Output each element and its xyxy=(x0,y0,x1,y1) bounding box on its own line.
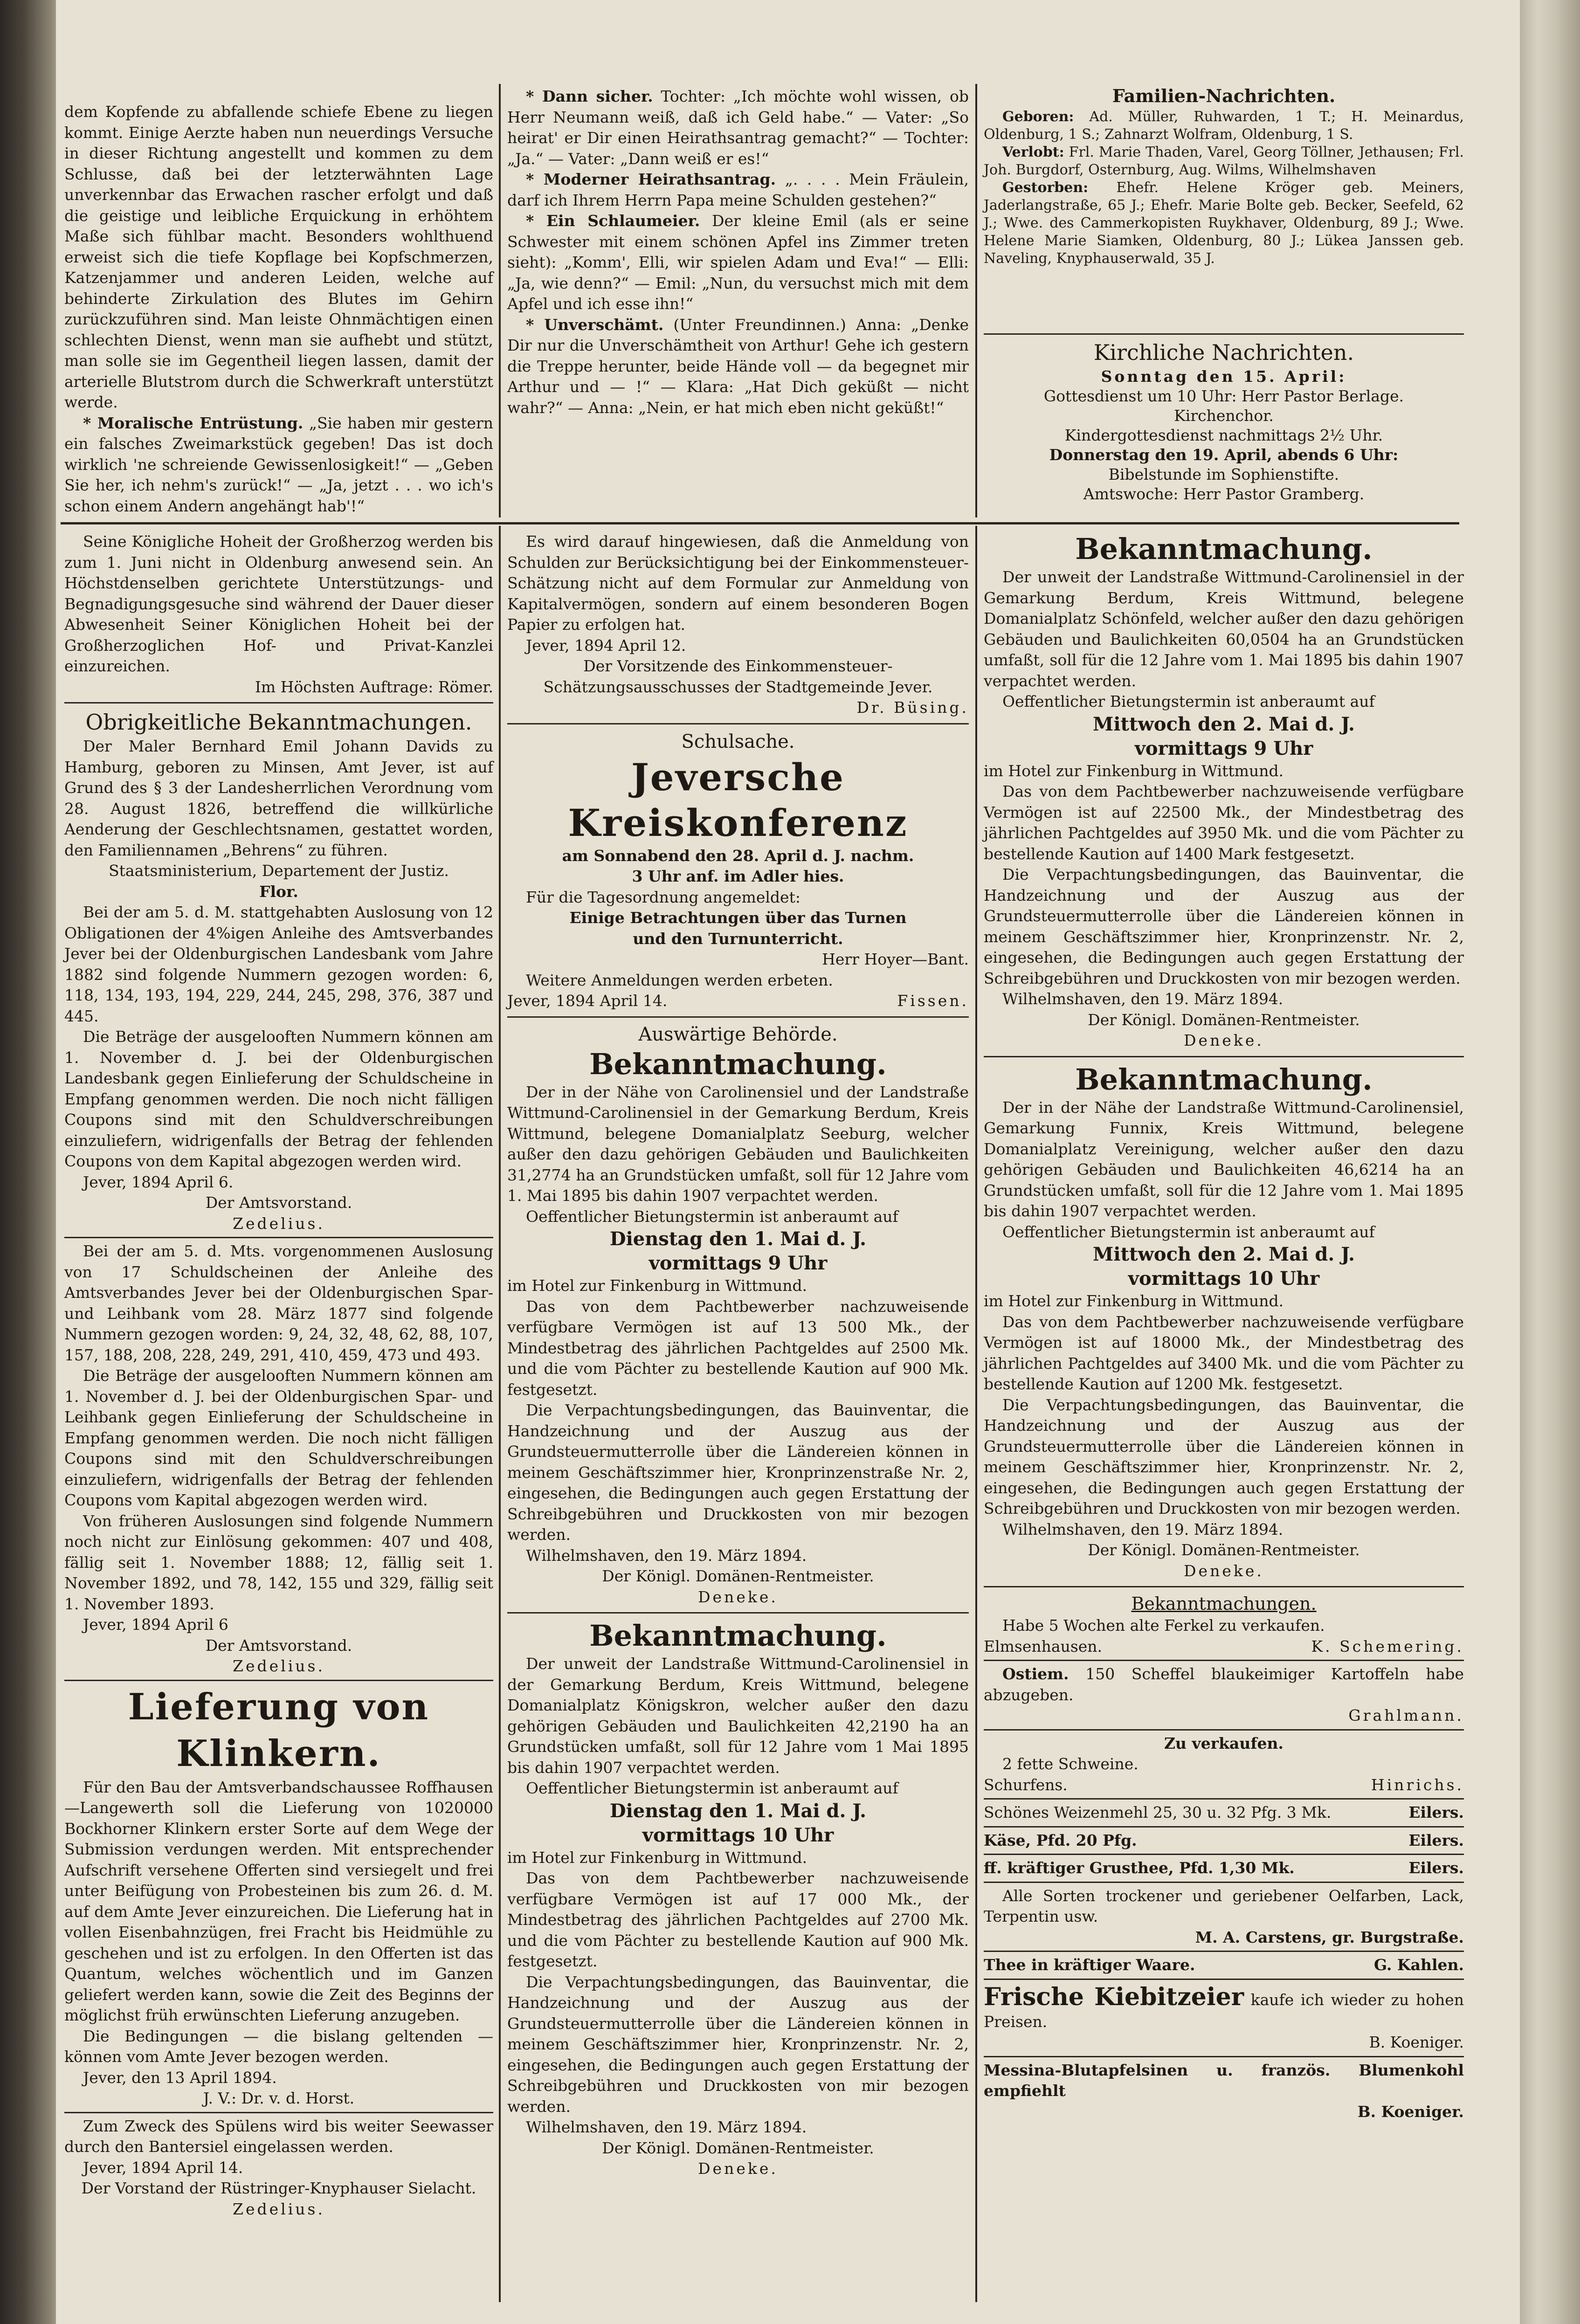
divider xyxy=(507,1016,969,1018)
ad-name: G. Kahlen. xyxy=(1373,1956,1464,1974)
tax-date: Jever, 1894 April 12. xyxy=(526,636,686,655)
engaged-label: Verlobt: xyxy=(1002,144,1064,160)
auction-date: Mittwoch den 2. Mai d. J. xyxy=(1093,713,1355,735)
ad-name: Eilers. xyxy=(1408,1859,1464,1877)
church-date: Sonntag den 15. April: xyxy=(1101,367,1347,386)
divider xyxy=(984,1882,1464,1883)
column-1 xyxy=(64,531,493,2220)
announcement-title: Bekanntmachung. xyxy=(1075,532,1373,566)
church-news-title: Kirchliche Nachrichten. xyxy=(1093,340,1354,365)
anecdote-text: (Unter Freundinnen.) Anna: „Denke Dir nur die Unverschämtheit von Arthur! Gehe ich gestern die Treppe herunter, beide Hände voll — da begegnet mir Arthur und — !“ — Klara: „Hat Dich geküßt — nicht wahr?“ — Anna: „Nein, er hat mich eben nicht geküßt!“ xyxy=(507,315,969,417)
divider xyxy=(984,1660,1464,1661)
lottery-notice-2: Bei der am 5. d. Mts. vorgenommenen Auslosung von 17 Schuldscheinen der Anleihe des Amtsverbandes Jever bei der Oldenburgischen Spar- und Leihbank vom 28. März 1877 sind folgende Nummern gezogen worden: 9, 24, 32, 48, 62, 88, 107, 157, 188, 208, 228, 249, 291, 410, 459, 473 und 493. xyxy=(64,1242,493,1364)
anecdote-title: * Unverschämt. xyxy=(526,315,664,334)
church-service: Gottesdienst um 10 Uhr: Herr Pastor Berlage. xyxy=(1043,387,1404,405)
engaged-text: Frl. Marie Thaden, Varel, Georg Töllner, Jethausen; Frl. Joh. Burgdorf, Osternburg, Aug. Wilms, Wilhelmshaven xyxy=(984,144,1464,178)
family-news-title: Familien-Nachrichten. xyxy=(1112,85,1336,106)
ad-eggs-title: Frische Kiebitzeier xyxy=(984,1982,1244,2011)
classified-potatoes: 150 Scheffel blaukeimiger Kartoffeln habe abzugeben. xyxy=(984,1665,1464,1704)
name-change-notice: Der Maler Bernhard Emil Johann Davids zu Hamburg, geboren zu Minsen, Amt Jever, ist auf Grund des § 3 der Landesherrlichen Verordnung vom 28. August 1826, betreffend die willkürliche Aenderung der Geschlechtsnamen, gestattet worden, den Familiennamen „Behrens“ zu führen. xyxy=(64,737,493,859)
auction-conditions: Die Verpachtungsbedingungen, das Bauinventar, die Handzeichnung und der Auszug aus der Grundsteuermutterrolle über die Ländereien können in meinem Geschäftszimmer hier, Kronprinzenstraße Nr. 2, eingesehen, die Bedingungen auch gegen Erstattung der Schreibgebühren und Druckkosten von mir bezogen werden. xyxy=(507,1401,969,1544)
lottery-issuer-1: Der Amtsvorstand. xyxy=(205,1193,352,1212)
anecdote-text: „. . . . Mein Fräulein, darf ich Ihrem Herrn Papa meine Schulden gestehen?“ xyxy=(507,170,969,209)
lottery-date-1: Jever, 1894 April 6. xyxy=(83,1172,234,1191)
auction-date: Dienstag den 1. Mai d. J. xyxy=(609,1800,867,1822)
divider xyxy=(984,1586,1464,1587)
auction-place: im Hotel zur Finkenburg in Wittmund. xyxy=(507,1276,807,1295)
lottery-issuer-2: Der Amtsvorstand. xyxy=(205,1636,352,1655)
clinker-title: Lieferung von Klinkern. xyxy=(128,1685,430,1775)
auction-capital: Das von dem Pachtbewerber nachzuweisende verfügbare Vermögen ist auf 17 000 Mk., der Mindestbetrag des jährlichen Pachtgeldes auf 2700 Mk. und die vom Pächter zu bestellende Kaution auf 900 Mk. festgesetzt. xyxy=(507,1869,969,1970)
ad-name: Eilers. xyxy=(1408,1831,1464,1849)
divider xyxy=(984,333,1464,335)
for-sale-pigs: 2 fette Schweine. xyxy=(1002,1755,1138,1773)
auction-capital: Das von dem Pachtbewerber nachzuweisende verfügbare Vermögen ist auf 22500 Mk., der Mindestbetrag des jährlichen Pachtgeldes auf 3950 Mk. und die vom Pächter zu bestellende Kaution auf 1400 Mark festgesetzt. xyxy=(984,782,1464,863)
auction-issuer: Der Königl. Domänen-Rentmeister. xyxy=(602,2138,874,2157)
divider xyxy=(507,1612,969,1614)
book-spine xyxy=(0,0,61,2324)
auction-sign: Deneke. xyxy=(698,2159,778,2178)
divider xyxy=(984,1826,1464,1827)
classified-name: Hinrichs. xyxy=(1371,1775,1464,1794)
clinker-terms: Die Bedingungen — die bislang geltenden — können vom Amte Jever bezogen werden. xyxy=(64,2027,493,2066)
classified-name: Grahlmann. xyxy=(1348,1706,1464,1724)
announcement-title: Bekanntmachung. xyxy=(1075,1062,1373,1096)
royal-notice-sign: Im Höchsten Auftrage: Römer. xyxy=(255,677,493,696)
ad-name: B. Koeniger. xyxy=(1369,2033,1464,2051)
ad-name: M. A. Carstens, gr. Burgstraße. xyxy=(1195,1928,1464,1946)
clinker-text: Für den Bau der Amtsverbandschaussee Roffhausen—Langewerth soll die Lieferung von 1020000 Bockhorner Klinkern erster Sorte auf dem Wege der Submission verdungen werden. Mit entsprechender Aufschrift versehene Offerten sind versiegelt und frei unter Beifügung von Probesteinen bis zum 26. d. M. auf dem Amte Jever einzureichen. Die Lieferung hat in vollen Eisenbahnzügen, frei Fracht bis Heidmühle zu geschehen und ist zu erfolgen. In den Offerten ist das Quantum, welches wöchentlich und im Ganzen geliefert werden kann, sowie die Zeit des Beginns der möglichst früh erwünschten Lieferung anzugeben. xyxy=(64,1778,493,2024)
born-text: Ad. Müller, Ruhwarden, 1 T.; H. Meinardus, Oldenburg, 1 S.; Zahnarzt Wolfram, Oldenburg, 1 S. xyxy=(984,109,1464,143)
divider xyxy=(984,2056,1464,2057)
family-news xyxy=(984,84,1464,268)
ad-paints: Alle Sorten trockener und geriebener Oelfarben, Lack, Terpentin usw. xyxy=(984,1886,1464,1925)
church-thursday: Donnerstag den 19. April, abends 6 Uhr: xyxy=(1049,446,1399,464)
divider xyxy=(984,1979,1464,1980)
auction-note: Oeffentlicher Bietungstermin ist anberaumt auf xyxy=(1002,692,1375,710)
auction-issuer: Der Königl. Domänen-Rentmeister. xyxy=(602,1567,874,1585)
anecdote-title: * Dann sicher. xyxy=(526,87,653,105)
conference-agenda: Für die Tagesordnung angemeldet: xyxy=(526,888,800,906)
auction-issue-date: Wilhelmshaven, den 19. März 1894. xyxy=(526,2118,807,2136)
official-notices-title: Obrigkeitliche Bekanntmachungen. xyxy=(85,710,472,735)
ad-cheese: Käse, Pfd. 20 Pfg. xyxy=(984,1831,1137,1849)
column-rule-top-right xyxy=(975,84,977,517)
auction-place: im Hotel zur Finkenburg in Wittmund. xyxy=(507,1848,807,1867)
lottery-sign-1: Zedelius. xyxy=(233,1214,325,1233)
announcement-text: Der in der Nähe von Carolinensiel und der Landstraße Wittmund-Carolinensiel in der Gemarkung Berdum, Kreis Wittmund, belegene Domanialplatz Seeburg, welcher außer den dazu gehörigen Gebäuden und Baulichkeiten 31,2774 ha an Grundstücken umfaßt, soll für 12 Jahre vom 1. Mai 1895 bis dahin 1907 verpachtet werden. xyxy=(507,1083,969,1205)
ad-oranges: Messina-Blutapfelsinen u. französ. Blumenkohl empfiehlt xyxy=(984,2061,1464,2100)
auction-note: Oeffentlicher Bietungstermin ist anberaumt auf xyxy=(526,1207,898,1226)
sluice-sign: Zedelius. xyxy=(233,2200,325,2218)
tax-sign: Dr. Büsing. xyxy=(856,698,969,717)
conference-date: am Sonnabend den 28. April d. J. nachm. xyxy=(562,846,914,865)
church-kids: Kindergottesdienst nachmittags 2½ Uhr. xyxy=(1064,426,1383,444)
anecdote-title: * Moderner Heirathsantrag. xyxy=(526,170,776,188)
auction-conditions: Die Verpachtungsbedingungen, das Bauinventar, die Handzeichnung und der Auszug aus der Grundsteuermutterrolle über die Ländereien können in meinem Geschäftszimmer hier, Kronprinzenstr. Nr. 2, eingesehen, die Bedingungen auch gegen Erstattung der Schreibgebühren und Druckkosten von mir bezogen werden. xyxy=(507,1972,969,2116)
page-edge xyxy=(1520,0,1580,2324)
sluice-issuer: Der Vorstand der Rüstringer-Knyphauser Sielacht. xyxy=(81,2179,476,2197)
ad-flour: Schönes Weizenmehl 25, 30 u. 32 Pfg. 3 Mk. xyxy=(984,1803,1332,1821)
auction-conditions: Die Verpachtungsbedingungen, das Bauinventar, die Handzeichnung und der Auszug aus der Grundsteuermutterrolle über die Ländereien können in meinem Geschäftszimmer hier, Kronprinzenstr. Nr. 2, eingesehen, die Bedingungen auch gegen Erstattung der Schreibgebühren und Druckkosten von mir bezogen werden. xyxy=(984,865,1464,987)
classified-place: Schurfens. xyxy=(984,1775,1068,1794)
article-text: dem Kopfende zu abfallende schiefe Ebene zu liegen kommt. Einige Aerzte haben nun neuerdings Versuche in dieser Richtung angestellt und kommen zu dem Schlusse, daß bei der letzterwähnten Lage unverkennbar das Erwachen rascher erfolgt und daß die geistige und leibliche Erquickung in erhöhtem Maße sich fühlbar macht. Besonders wohlthuend erweist sich die tiefe Kopflage bei Kopfschmerzen, Katzenjammer und anderen Leiden, welche auf behinderte Zirkulation des Blutes im Gehirn zurückzuführen sind. Man leiste Ohnmächtigen einen schlechten Dienst, wenn man sie aufhebt und stützt, man solle sie im Gegentheil liegen lassen, damit der arterielle Blutstrom durch die Schwerkraft unterstützt werde. xyxy=(64,103,493,411)
auction-note: Oeffentlicher Bietungstermin ist anberaumt auf xyxy=(1002,1222,1375,1241)
anecdote-title: * Ein Schlaumeier. xyxy=(526,212,700,230)
divider xyxy=(64,1237,493,1238)
auction-time: vormittags 9 Uhr xyxy=(649,1252,828,1274)
auction-issue-date: Wilhelmshaven, den 19. März 1894. xyxy=(526,1546,807,1565)
anecdote-text: Tochter: „Ich möchte wohl wissen, ob Herr Neumann weiß, daß ich Geld habe.“ — Vater: „So heirat' er Dir einen Heirathsantrag gemacht?“ — Tochter: „Ja.“ — Vater: „Dann weiß er es!“ xyxy=(507,87,969,168)
foreign-authority-label: Auswärtige Behörde. xyxy=(638,1023,838,1045)
section-rule xyxy=(61,522,1459,524)
for-sale-title: Zu verkaufen. xyxy=(1164,1734,1284,1752)
auction-issuer: Der Königl. Domänen-Rentmeister. xyxy=(1088,1541,1360,1559)
anecdote-text: Der kleine Emil (als er seine Schwester mit einem schönen Apfel ins Zimmer treten sieht): „Komm', Elli, wir spielen Adam und Eva!“ — Elli: „Ja, wie denn?“ — Emil: „Nun, du versuchst mich mit dem Apfel und ich esse ihn!“ xyxy=(507,212,969,313)
born-label: Geboren: xyxy=(1002,109,1074,125)
divider xyxy=(984,1056,1464,1057)
auction-note: Oeffentlicher Bietungstermin ist anberaumt auf xyxy=(526,1779,898,1797)
auction-sign: Deneke. xyxy=(1184,1031,1264,1049)
lottery-notice-2c: Von früheren Auslosungen sind folgende Nummern noch nicht zur Einlösung gekommen: 407 und 408, fällig seit 1. November 1888; 12, fällig seit 1. November 1892, und 78, 142, 155 und 329, fällig seit 1. November 1893. xyxy=(64,1511,493,1613)
auction-date: Dienstag den 1. Mai d. J. xyxy=(609,1228,867,1250)
sluice-date: Jever, 1894 April 14. xyxy=(83,2158,243,2177)
divider xyxy=(507,723,969,724)
announcement-text: Der in der Nähe der Landstraße Wittmund-Carolinensiel, Gemarkung Funnix, Kreis Wittmund, belegene Domanialplatz Vereinigung, welcher außer den dazu gehörigen Gebäuden und Baulichkeiten 46,6214 ha an Grundstücken umfaßt, soll für die 12 Jahre vom 1. Mai 1895 bis dahin 1907 verpachtet werden. xyxy=(984,1098,1464,1220)
tax-issuer: Der Vorsitzende des Einkommensteuer-Schätzungsausschusses der Stadtgemeinde Jever. xyxy=(543,657,933,696)
ad-name: Eilers. xyxy=(1408,1803,1464,1821)
conference-place-date: Jever, 1894 April 14. xyxy=(507,992,668,1010)
name-change-sign: Flor. xyxy=(259,882,298,901)
auction-capital: Das von dem Pachtbewerber nachzuweisende verfügbare Vermögen ist auf 13 500 Mk., der Mindestbetrag des jährlichen Pachtgeldes auf 2500 Mk. und die vom Pächter zu bestellende Kaution auf 900 Mk. festgesetzt. xyxy=(507,1297,969,1399)
auction-place: im Hotel zur Finkenburg in Wittmund. xyxy=(984,761,1284,780)
conference-more: Weitere Anmeldungen werden erbeten. xyxy=(526,971,833,989)
church-bible: Bibelstunde im Sophienstifte. xyxy=(1108,465,1339,483)
auction-issue-date: Wilhelmshaven, den 19. März 1894. xyxy=(1002,990,1283,1008)
auction-place: im Hotel zur Finkenburg in Wittmund. xyxy=(984,1292,1284,1310)
column-rule-top-left xyxy=(499,84,501,517)
conference-topic-2: und den Turnunterricht. xyxy=(633,929,843,948)
classifieds-title: Bekanntmachungen. xyxy=(1131,1593,1317,1614)
auction-conditions: Die Verpachtungsbedingungen, das Bauinventar, die Handzeichnung und der Auszug aus der Grundsteuermutterrolle über die Ländereien können in meinem Geschäftszimmer hier, Kronprinzenstr. Nr. 2, eingesehen, die Bedingungen auch gegen Erstattung der Schreibgebühren und Druckkosten von mir bezogen werden. xyxy=(984,1395,1464,1517)
classified-place: Elmsenhausen. xyxy=(984,1637,1103,1655)
church-news xyxy=(984,338,1464,504)
auction-sign: Deneke. xyxy=(698,1587,778,1606)
column-2 xyxy=(507,531,969,2179)
divider xyxy=(64,702,493,703)
classified-name: K. Schemering. xyxy=(1311,1637,1464,1655)
clinker-date: Jever, den 13 April 1894. xyxy=(83,2068,277,2087)
clinker-sign: J. V.: Dr. v. d. Horst. xyxy=(203,2089,355,2107)
divider xyxy=(64,1680,493,1681)
school-label: Schulsache. xyxy=(681,731,795,752)
tax-notice: Es wird darauf hingewiesen, daß die Anmeldung von Schulden zur Berücksichtigung bei der Einkommensteuer-Schätzung nicht auf dem Formular zur Anmeldung von Kapitalvermögen, sondern auf einem besonderen Bogen Papier zu erfolgen hat. xyxy=(507,532,969,634)
conference-time: 3 Uhr anf. im Adler hies. xyxy=(632,867,844,885)
royal-notice: Seine Königliche Hoheit der Großherzog werden bis zum 1. Juni nicht in Oldenburg anwesend sein. An Höchstdenselben gerichtete Unterstützungs- und Begnadigungsgesuche sind während der Dauer dieser Abwesenheit Seiner Königlichen Hoheit bei der Großherzoglichen Hof- und Privat-Kanzlei einzureichen. xyxy=(64,532,493,675)
lottery-date-2: Jever, 1894 April 6 xyxy=(83,1615,228,1634)
auction-sign: Deneke. xyxy=(1184,1561,1264,1580)
ad-eggs-text: kaufe ich wieder zu hohen Preisen. xyxy=(984,1990,1464,2031)
lottery-notice-1b: Die Beträge der ausgelooften Nummern können am 1. November d. J. bei der Oldenburgischen Landesbank gegen Einlieferung der Schuldscheine in Empfang genommen werden. Die noch nicht fälligen Coupons sind mit den Schuldverschreibungen einzuliefern, widrigenfalls der Betrag der fehlenden Coupons von dem Kapital abgezogen werden wird. xyxy=(64,1028,493,1170)
announcement-text: Der unweit der Landstraße Wittmund-Carolinensiel in der Gemarkung Berdum, Kreis Wittmund, belegene Domanialplatz Königskron, welcher außer den dazu gehörigen Gebäuden und Baulichkeiten 42,2190 ha an Grundstücken umfaßt, soll für 12 Jahre vom 1 Mai 1895 bis dahin 1907 verpachtet werden. xyxy=(507,1655,969,1777)
anecdote-title: * Moralische Entrüstung. xyxy=(83,414,304,432)
name-change-issuer: Staatsministerium, Departement der Justiz. xyxy=(109,862,449,880)
lottery-notice-1: Bei der am 5. d. M. stattgehabten Auslosung von 12 Obligationen der 4%igen Anleihe des Amtsverbandes Jever bei der Oldenburgischen Landesbank vom Jahre 1882 sind folgende Nummern gezogen worden: 6, 118, 134, 193, 194, 229, 244, 245, 298, 376, 387 und 445. xyxy=(64,903,493,1025)
announcement-title: Bekanntmachung. xyxy=(589,1619,887,1653)
auction-time: vormittags 10 Uhr xyxy=(1128,1268,1320,1290)
auction-issue-date: Wilhelmshaven, den 19. März 1894. xyxy=(1002,1520,1283,1538)
anecdote-text: „Sie haben mir gestern ein falsches Zweimarkstück gegeben! Das ist doch wirklich 'ne schreiende Gewissenlosigkeit!“ — „Geben Sie her, ich nehm's zurück!“ — „Ja, jetzt . . . wo ich's schon einem Andern angehängt hab'!“ xyxy=(64,414,493,515)
anecdotes-block xyxy=(507,86,969,418)
conference-sign: Fissen. xyxy=(897,992,969,1010)
auction-time: vormittags 10 Uhr xyxy=(642,1824,834,1846)
auction-date: Mittwoch den 2. Mai d. J. xyxy=(1093,1243,1355,1265)
sluice-notice: Zum Zweck des Spülens wird bis weiter Seewasser durch den Bantersiel eingelassen werden. xyxy=(64,2117,493,2156)
divider xyxy=(984,1854,1464,1855)
divider xyxy=(64,2112,493,2113)
column-rule-right xyxy=(975,526,977,2302)
church-choir: Kirchenchor. xyxy=(1174,407,1274,425)
column-3 xyxy=(984,531,1464,2122)
conference-title: Jeversche Kreiskonferenz xyxy=(568,755,908,845)
divider xyxy=(984,1798,1464,1800)
announcement-title: Bekanntmachung. xyxy=(589,1047,887,1081)
classified-piglets: Habe 5 Wochen alte Ferkel zu verkaufen. xyxy=(1002,1616,1325,1634)
column-rule-left xyxy=(499,526,501,2302)
announcement-text: Der unweit der Landstraße Wittmund-Carolinensiel in der Gemarkung Berdum, Kreis Wittmund, belegene Domanialplatz Schönfeld, welcher außer den dazu gehörigen Gebäuden und Baulichkeiten 60,0504 ha an Grundstücken umfaßt, soll für die 12 Jahre vom 1. Mai 1895 bis dahin 1907 verpachtet werden. xyxy=(984,568,1464,690)
conference-speaker: Herr Hoyer—Bant. xyxy=(822,950,969,968)
auction-issuer: Der Königl. Domänen-Rentmeister. xyxy=(1088,1010,1360,1029)
classified-place: Ostiem. xyxy=(1002,1665,1069,1683)
divider xyxy=(984,1729,1464,1731)
article-continuation xyxy=(64,102,493,517)
ad-tea: ff. kräftiger Grusthee, Pfd. 1,30 Mk. xyxy=(984,1859,1295,1877)
ad-name: B. Koeniger. xyxy=(1357,2102,1464,2121)
died-text: Ehefr. Helene Kröger geb. Meiners, Jaderlangstraße, 65 J.; Ehefr. Marie Bolte geb. Becker, Seefeld, 62 J.; Wwe. des Cammerkopisten Ruykhaver, Oldenburg, 89 J.; Wwe. Helene Marie Siamken, Oldenburg, 80 J.; Lükea Janssen geb. Naveling, Knyphauserwald, 35 J. xyxy=(984,179,1464,267)
lottery-notice-2b: Die Beträge der ausgelooften Nummern können am 1. November d. J. bei der Oldenburgischen Spar- und Leihbank gegen Einlieferung der Schuldscheine in Empfang genommen werden. Die noch nicht fälligen Coupons sind mit den Schuldverschreibungen einzuliefern, widrigenfalls der Betrag der fehlenden Coupons vom Kapital abgezogen werden wird. xyxy=(64,1366,493,1509)
died-label: Gestorben: xyxy=(1002,179,1089,196)
church-week: Amtswoche: Herr Pastor Gramberg. xyxy=(1083,485,1365,503)
auction-time: vormittags 9 Uhr xyxy=(1134,737,1313,759)
ad-tea-goods: Thee in kräftiger Waare. xyxy=(984,1956,1195,1974)
auction-capital: Das von dem Pachtbewerber nachzuweisende verfügbare Vermögen ist auf 18000 Mk., der Mindestbetrag des jährlichen Pachtgeldes auf 3400 Mk. und die vom Pächter zu bestellende Kaution auf 1200 Mk. festgesetzt. xyxy=(984,1312,1464,1393)
lottery-sign-2: Zedelius. xyxy=(233,1657,325,1675)
conference-topic-1: Einige Betrachtungen über das Turnen xyxy=(569,909,907,927)
divider xyxy=(984,1951,1464,1952)
